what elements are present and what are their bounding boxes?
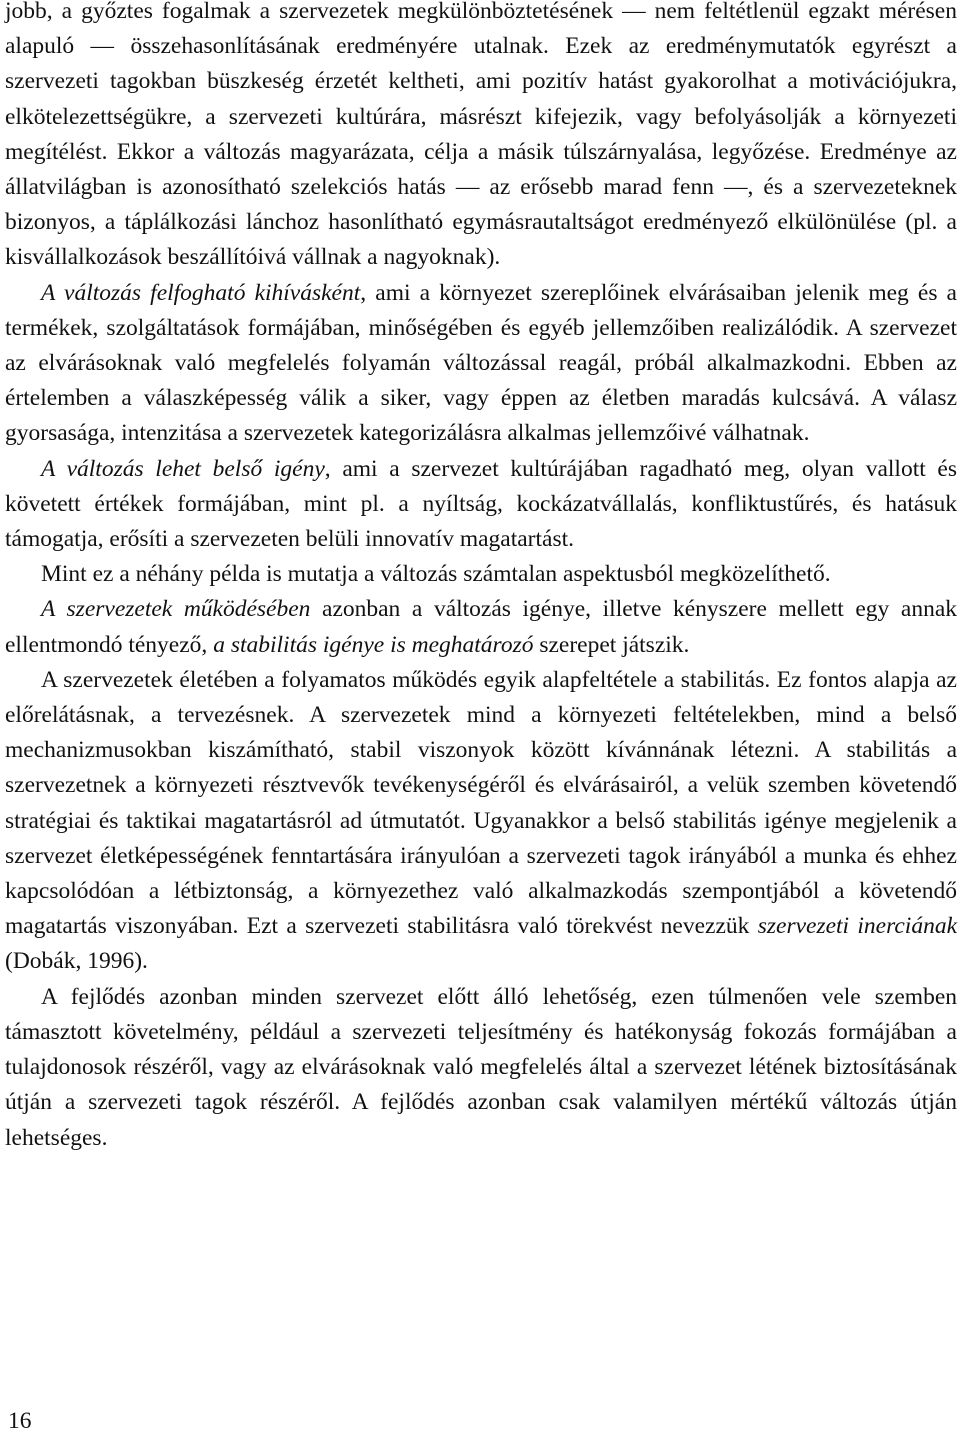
paragraph-2-text: , ami a környezet szereplőinek elvárásaiban jelenik meg és a termékek, szolgáltatások formájában, minőségében és egyéb jellemzőiben realizálódik. A szervezet az elvárásoknak való megfelelés folyamán változással reagál, próbál alkalmazkodni. Ebben az értelemben a válaszképesség válik a siker, vagy éppen az életben maradás kulcsává. A válasz gyorsasága, intenzitása a szervezetek kategorizálásra alkalmas jellemzőivé válhatnak. xyxy=(5,279,957,447)
paragraph-5-text-end: szerepet játszik. xyxy=(533,631,690,658)
paragraph-5-italic-term: A szervezetek működésében xyxy=(41,596,311,623)
paragraph-3-italic-term: A változás lehet belső igény xyxy=(41,455,325,482)
paragraph-5 xyxy=(5,592,957,662)
paragraph-1-text: jobb, a győztes fogalmak a szervezetek megkülönböztetésének — nem feltétlenül egzakt mérésen alapuló — összehasonlításának eredményére utalnak. Ezek az eredménymutatók egyrészt a szervezeti tagokban büszkeség érzetét keltheti, ami pozitív hatást gyakorolhat a motivációjukra, elkötelezettségükre, a szervezeti kultúrára, másrészt kifejezik, vagy befolyásolják a környezeti megítélést. Ekkor a változás magyarázata, célja a másik túlszárnyalása, legyőzése. Eredménye az állatvilágban is azonosítható szelekciós hatás — az erősebb marad fenn —, és a szervezeteknek bizonyos, a táplálkozási lánchoz hasonlítható egymásrautaltságot eredményező elkülönülése (pl. a kisvállalkozások beszállítóivá vállnak a nagyoknak). xyxy=(5,0,957,271)
paragraph-6-italic-term: szervezeti inerciának xyxy=(757,913,958,940)
paragraph-6-citation: (Dobák, 1996). xyxy=(5,948,148,975)
paragraph-6-text: A szervezetek életében a folyamatos működés egyik alapfeltétele a stabilitás. Ez fontos alapja az előrelátásnak, a tervezésnek. A szervezetek mind a környezeti feltételekben, mind a belső mechanizmusokban kiszámítható, stabil viszonyok között kívánnának létezni. A stabilitás a szervezetnek a környezeti résztvevők tevékenységéről és elvárásairól, a velük szemben követendő stratégiai és taktikai magatartásról ad útmutatót. Ugyanakkor a belső stabilitás igénye megjelenik a szervezet életképességének fenntartására irányulóan a szervezeti tagok irányából a munka és ehhez kapcsolódóan a létbiztonság, a környezethez való alkalmazkodás szempontjából a követendő magatartás viszonyában. Ezt a szervezeti stabilitásra való törekvést nevezzük xyxy=(5,666,957,940)
paragraph-6 xyxy=(5,663,957,980)
paragraph-4-text: Mint ez a néhány példa is mutatja a változás számtalan aspektusból megközelíthető. xyxy=(41,561,831,588)
paragraph-1 xyxy=(5,0,957,276)
paragraph-3 xyxy=(5,452,957,558)
paragraph-3-text: , ami a szervezet kultúrájában ragadható meg, olyan vallott és követett értékek formájában, mint pl. a nyíltság, kockázatvállalás, konfliktustűrés, és hatásuk támogatja, erősíti a szervezeten belüli innovatív magatartást. xyxy=(5,455,958,553)
paragraph-7 xyxy=(5,980,957,1156)
paragraph-5-text: azonban a változás igénye, illetve kényszere mellett egy annak ellentmondó tényező, xyxy=(5,596,958,658)
page-number: 16 xyxy=(8,1408,32,1434)
paragraph-7-text: A fejlődés azonban minden szervezet előtt álló lehetőség, ezen túlmenően vele szemben támasztott követelmény, például a szervezeti teljesítmény és hatékonyság fokozás formájában a tulajdonosok részéről, vagy az elvárásoknak való megfelelés által a szervezet létének biztosításának útján a szervezeti tagok részéről. A fejlődés azonban csak valamilyen mértékű változás útján lehetséges. xyxy=(5,983,957,1151)
paragraph-2 xyxy=(5,276,957,452)
paragraph-2-italic-term: A változás felfogható kihívásként xyxy=(41,279,361,306)
paragraph-5-italic-phrase: a stabilitás igénye is meghatározó xyxy=(213,631,534,658)
paragraph-4 xyxy=(5,557,957,592)
